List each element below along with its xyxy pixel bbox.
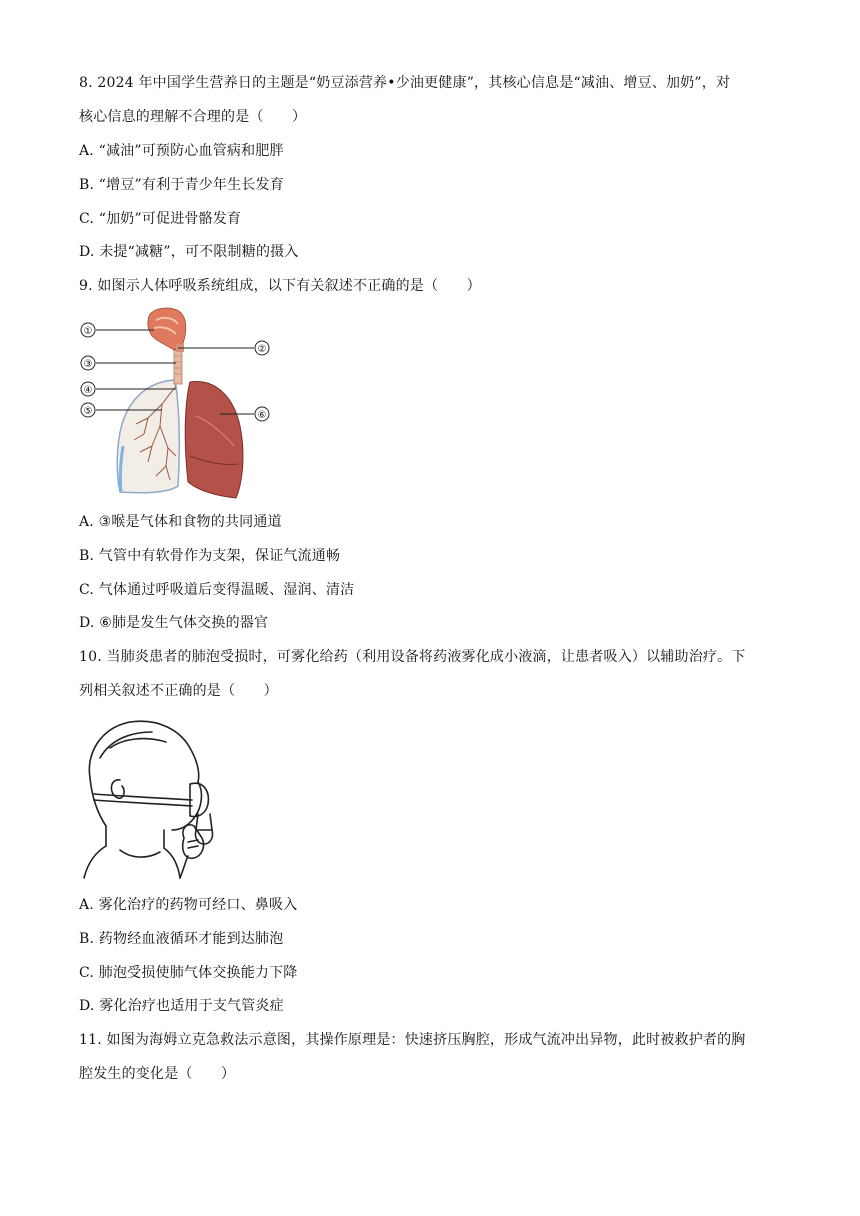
q9-option-d: D. ⑥肺是发生气体交换的器官 [79, 615, 269, 631]
q9-option-a: A. ③喉是气体和食物的共同通道 [79, 514, 282, 530]
figure-label-4: ④ [83, 385, 93, 396]
q9-option-b: B. 气管中有软骨作为支架，保证气流通畅 [79, 548, 341, 564]
q9-stem: 9. 如图示人体呼吸系统组成，以下有关叙述不正确的是（ ） [79, 278, 481, 294]
q11-stem-line1: 11. 如图为海姆立克急救法示意图，其操作原理是：快速挤压胸腔，形成气流冲出异物，此时被救护者的胸 [79, 1032, 746, 1048]
q10-stem-line2: 列相关叙述不正确的是（ ） [79, 683, 278, 699]
q10-option-a: A. 雾化治疗的药物可经口、鼻吸入 [79, 897, 298, 913]
q8-option-d: D. 未提“减糖”，可不限制糖的摄入 [79, 244, 299, 260]
figure-label-5: ⑤ [83, 406, 93, 417]
q8-stem-line1: 8. 2024 年中国学生营养日的主题是“奶豆添营养•少油更健康”，其核心信息是“减油、增豆、加奶”，对 [79, 75, 731, 91]
q8-option-c: C. “加奶”可促进骨骼发育 [79, 211, 242, 227]
q11-stem-line2: 腔发生的变化是（ ） [79, 1066, 236, 1082]
q9-option-c: C. 气体通过呼吸道后变得温暖、湿润、清洁 [79, 582, 355, 598]
q8-stem-line2: 核心信息的理解不合理的是（ ） [79, 109, 307, 125]
nebulizer-child-figure [80, 718, 230, 880]
q10-option-c: C. 肺泡受损使肺气体交换能力下降 [79, 965, 298, 981]
q10-option-d: D. 雾化治疗也适用于支气管炎症 [79, 998, 284, 1014]
q8-option-a: A. “减油”可预防心血管病和肥胖 [79, 143, 284, 159]
figure-label-2: ② [257, 344, 267, 355]
figure-label-3: ③ [83, 359, 93, 370]
q10-option-b: B. 药物经血液循环才能到达肺泡 [79, 931, 284, 947]
respiratory-system-figure [78, 306, 278, 502]
q8-option-b: B. “增豆”有利于青少年生长发育 [79, 177, 284, 193]
figure-label-1: ① [83, 326, 93, 337]
figure-label-6: ⑥ [257, 410, 267, 421]
q10-stem-line1: 10. 当肺炎患者的肺泡受损时，可雾化给药（利用设备将药液雾化成小液滴，让患者吸入）以辅助治疗。下 [79, 649, 746, 665]
